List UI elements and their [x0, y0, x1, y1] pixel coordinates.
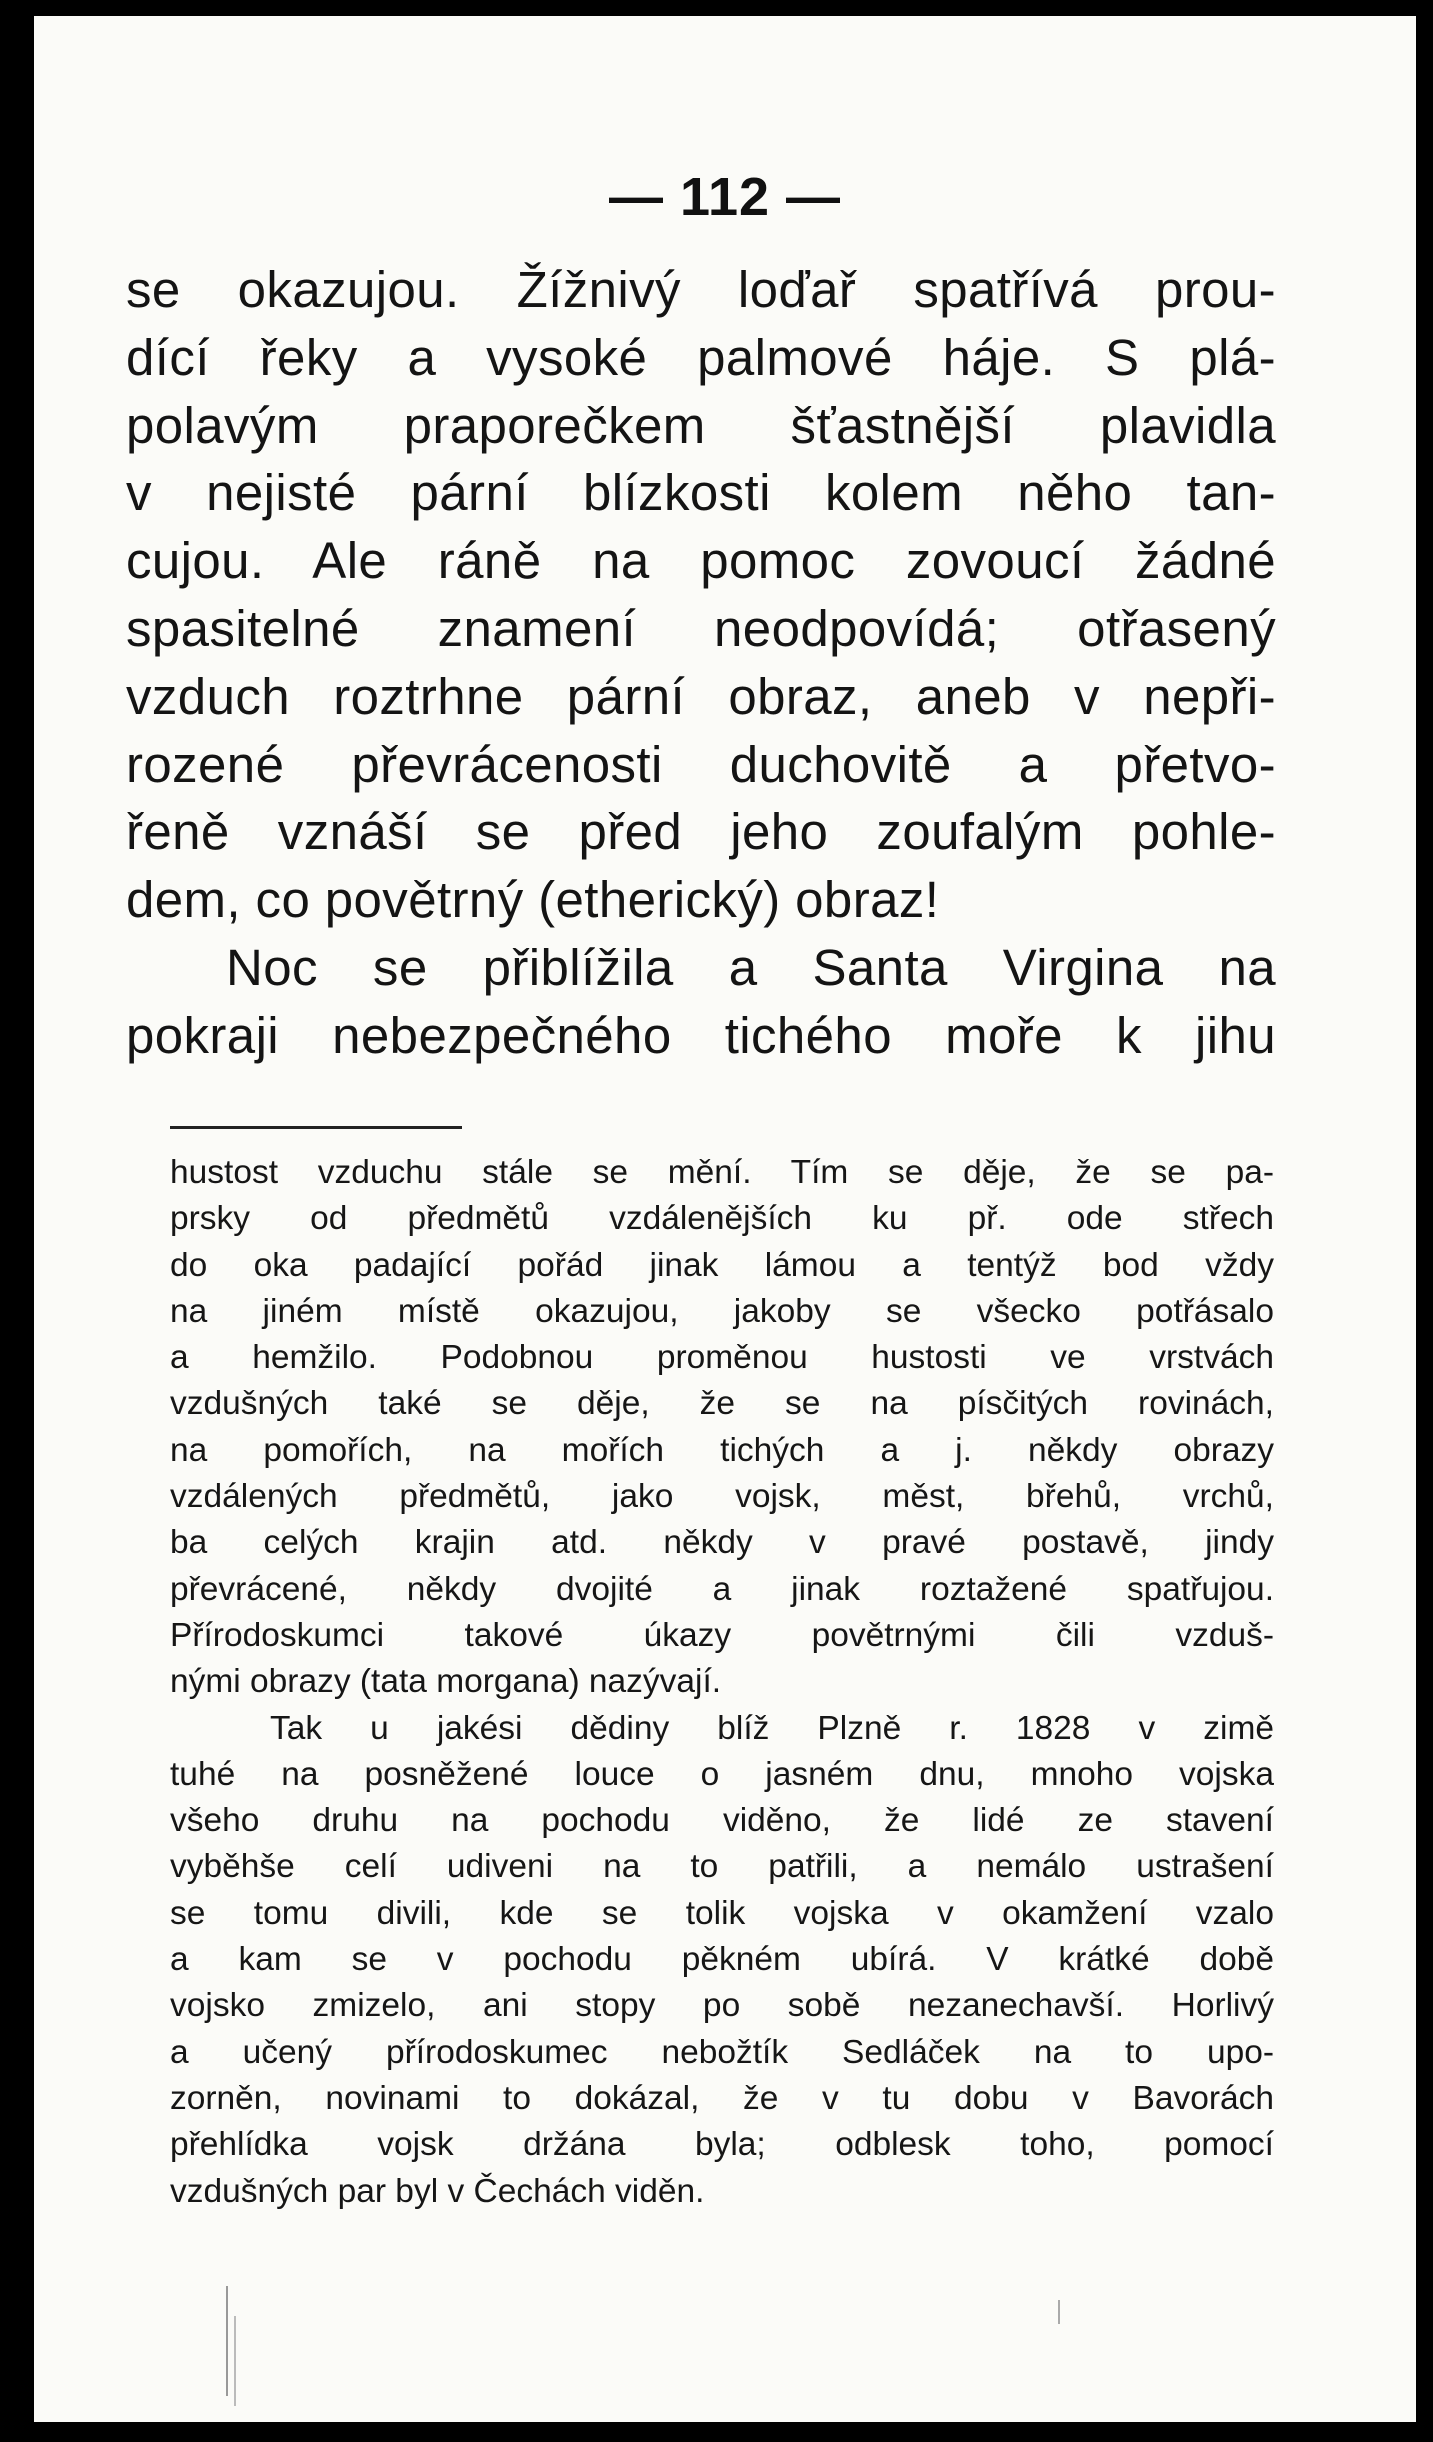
footnote-line: převrácené, někdy dvojité a jinak roztažené spatřujou. — [170, 1570, 1274, 1608]
footnote-line: a učený přírodoskumec nebožtík Sedláček na to upo- — [170, 2033, 1274, 2071]
footnote-line: nými obrazy (tata morgana) nazývají. — [170, 1663, 722, 1701]
paper-scratch-mark — [1058, 2300, 1060, 2324]
footnote-line: vzdušných par byl v Čechách viděn. — [170, 2172, 705, 2210]
footnote-line: a hemžilo. Podobnou proměnou hustosti ve vrstvách — [170, 1339, 1274, 1377]
paper-scratch-mark — [234, 2316, 236, 2406]
footnote-paragraph-start-line: Tak u jakési dědiny blíž Plzně r. 1828 v zimě — [270, 1709, 1274, 1747]
paper-scratch-mark — [226, 2286, 228, 2396]
footnote-line: Přírodoskumci takové úkazy povětrnými čili vzduš- — [170, 1616, 1274, 1654]
text-line: dem, co povětrný (etherický) obraz! — [126, 871, 940, 929]
footnote — [170, 1150, 1274, 2215]
text-line: cujou. Ale ráně na pomoc zovoucí žádné — [126, 532, 1276, 590]
footnote-line: hustost vzduchu stále se mění. Tím se děje, že se pa- — [170, 1154, 1274, 1191]
footnote-divider — [170, 1126, 462, 1129]
footnote-line: se tomu divili, kde se tolik vojska v okamžení vzalo — [170, 1894, 1274, 1932]
footnote-line: na pomořích, na mořích tichých a j. někdy obrazy — [170, 1431, 1274, 1469]
text-line: dící řeky a vysoké palmové háje. S plá- — [126, 328, 1276, 386]
paragraph-start-line: Noc se přiblížila a Santa Virgina na — [226, 938, 1276, 996]
text-line: vzduch roztrhne pární obraz, aneb v nepři- — [126, 667, 1276, 725]
footnote-line: všeho druhu na pochodu viděno, že lidé ze stavení — [170, 1802, 1274, 1840]
text-line: pokraji nebezpečného tichého moře k jihu — [126, 1006, 1276, 1064]
footnote-line: zorněn, novinami to dokázal, že v tu dobu v Bavorách — [170, 2079, 1274, 2117]
footnote-line: a kam se v pochodu pěkném ubírá. V krátké době — [170, 1941, 1274, 1979]
main-text — [126, 256, 1276, 1070]
text-line: rozené převrácenosti duchovitě a přetvo- — [126, 735, 1276, 793]
page-sheet — [34, 16, 1416, 2422]
footnote-line: vzdálených předmětů, jako vojsk, měst, břehů, vrchů, — [170, 1478, 1274, 1516]
text-line: se okazujou. Žížnivý loďař spatřívá prou- — [126, 261, 1276, 318]
footnote-line: vzdušných také se děje, že se na písčitých rovinách, — [170, 1385, 1274, 1423]
text-line: řeně vznáší se před jeho zoufalým pohle- — [126, 803, 1276, 861]
footnote-line: přehlídka vojsk držána byla; odblesk toho, pomocí — [170, 2126, 1274, 2164]
footnote-line: prsky od předmětů vzdálenějších ku př. ode střech — [170, 1200, 1274, 1238]
text-line: spasitelné znamení neodpovídá; otřasený — [126, 599, 1276, 657]
footnote-line: vojsko zmizelo, ani stopy po sobě nezanechavší. Horlivý — [170, 1987, 1274, 2025]
text-line: polavým praporečkem šťastnější plavidla — [126, 396, 1276, 454]
footnote-line: tuhé na posněžené louce o jasném dnu, mnoho vojska — [170, 1755, 1274, 1793]
footnote-line: na jiném místě okazujou, jakoby se všecko potřásalo — [170, 1292, 1274, 1330]
page-number: — 112 — — [608, 167, 842, 227]
footnote-line: ba celých krajin atd. někdy v pravé postavě, jindy — [170, 1524, 1274, 1562]
footnote-line: vyběhše celí udiveni na to patřili, a nemálo ustrašení — [170, 1848, 1274, 1886]
footnote-line: do oka padající pořád jinak lámou a tentýž bod vždy — [170, 1246, 1274, 1284]
text-line: v nejisté pární blízkosti kolem něho tan- — [126, 464, 1276, 522]
